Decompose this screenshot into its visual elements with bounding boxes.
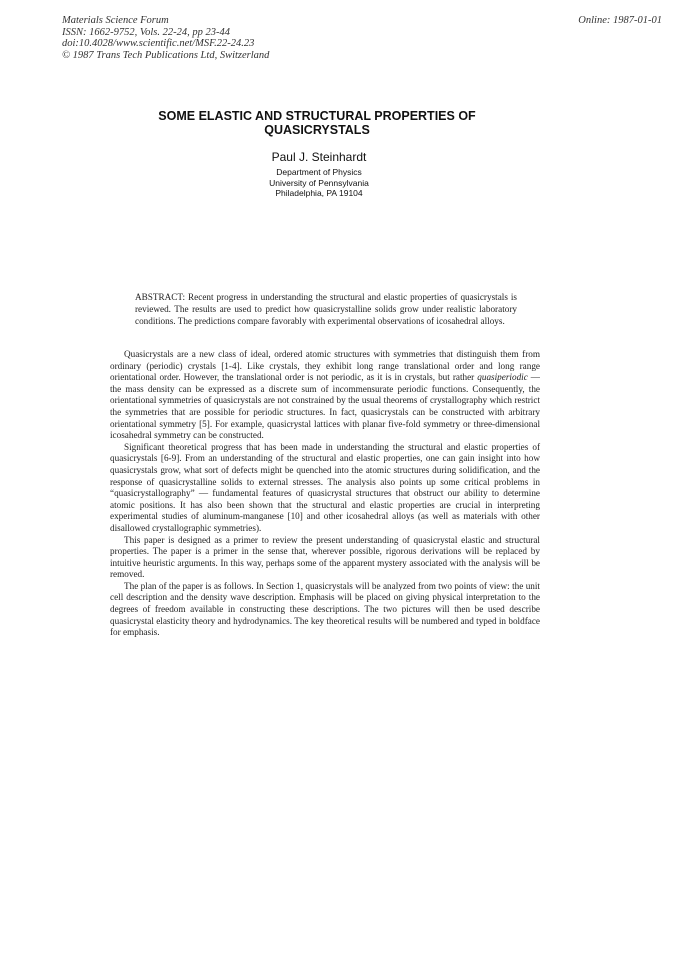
affiliation-university: University of Pennsylvania: [269, 177, 369, 188]
paragraph-1: Quasicrystals are a new class of ideal, ordered atomic structures with symmetries that distinguish them from ordinary (periodic) crystals [1-4]. Like crystals, they exhibit long range translational order and long range orientational order. However, the translational order is not periodic, as it is in crystals, but rather quasiperiodic — the mass density can be expressed as a discrete sum of incommensurate periodic functions. Consequently, the orientational symmetries of quasicrystals are not constrained by the usual theorems of crystallography which restrict the symmetries that are possible for periodic structures. In fact, quasicrystals can be constructed with arbitrary orientational symmetry [5]. For example, quasicrystal lattices with planar five-fold symmetry or three-dimensional icosahedral symmetry can be constructed.: [110, 349, 540, 441]
paper-title: [128, 110, 506, 137]
body-text: [110, 349, 540, 639]
online-date: Online: 1987-01-01: [578, 15, 662, 26]
title-line-1: SOME ELASTIC AND STRUCTURAL PROPERTIES OF: [158, 109, 476, 123]
title-line-2: QUASICRYSTALS: [264, 122, 370, 137]
emphasis-quasiperiodic: quasiperiodic: [477, 372, 528, 383]
paragraph-3: This paper is designed as a primer to review the present understanding of quasicrystal elastic and structural properties. The paper is a primer in the sense that, wherever possible, rigorous derivations will be replaced by intuitive heuristic arguments. In this way, perhaps some of the apparent mystery associated with the analysis will be removed.: [110, 534, 540, 580]
paragraph-2: Significant theoretical progress that has been made in understanding the structural and elastic properties of quasicrystals [6-9]. From an understanding of the structural and elastic properties, one can gain insight into how quasicrystals grow, what sort of defects might be quenched into the atomic structures during solidification, and the response of quasicrystalline solids to external stresses. The analysis also points up some critical problems in “quasicrystallography” — fundamental features of quasicrystal structures that obstruct our ability to determine atomic positions. It has also been shown that the structural and elastic properties are crucial in interpreting experimental studies of aluminum-manganese [10] and other icosahedral alloys (as well as materials with other disallowed crystallographic symmetries).: [110, 441, 540, 533]
affiliation-department: Department of Physics: [276, 167, 362, 177]
copyright-notice: © 1987 Trans Tech Publications Ltd, Switzerland: [62, 49, 270, 61]
abstract: ABSTRACT: Recent progress in understanding the structural and elastic properties of quasicrystals is reviewed. The results are used to predict how quasicrystalline solids grow under realistic laboratory conditions. The predictions compare favorably with experimental observations of icosahedral alloys.: [135, 292, 517, 326]
author-name: Paul J. Steinhardt: [271, 150, 367, 164]
issn-info: ISSN: 1662-9752, Vols. 22-24, pp 23-44: [62, 26, 230, 38]
affiliation-city: Philadelphia, PA 19104: [275, 188, 363, 198]
publication-metadata: [62, 15, 269, 61]
doi-link[interactable]: doi:10.4028/www.scientific.net/MSF.22-24.23: [62, 38, 255, 49]
affiliation: [160, 167, 478, 199]
journal-name: Materials Science Forum: [62, 15, 169, 26]
paragraph-4: The plan of the paper is as follows. In Section 1, quasicrystals will be analyzed from two points of view: the unit cell description and the density wave description. Emphasis will be placed on giving physical interpretation to the degrees of freedom available in constructing these descriptions. The two pictures will then be used describe quasicrystal elasticity theory and hydrodynamics. The key theoretical results will be numbered and typed in boldface for emphasis.: [110, 580, 540, 638]
